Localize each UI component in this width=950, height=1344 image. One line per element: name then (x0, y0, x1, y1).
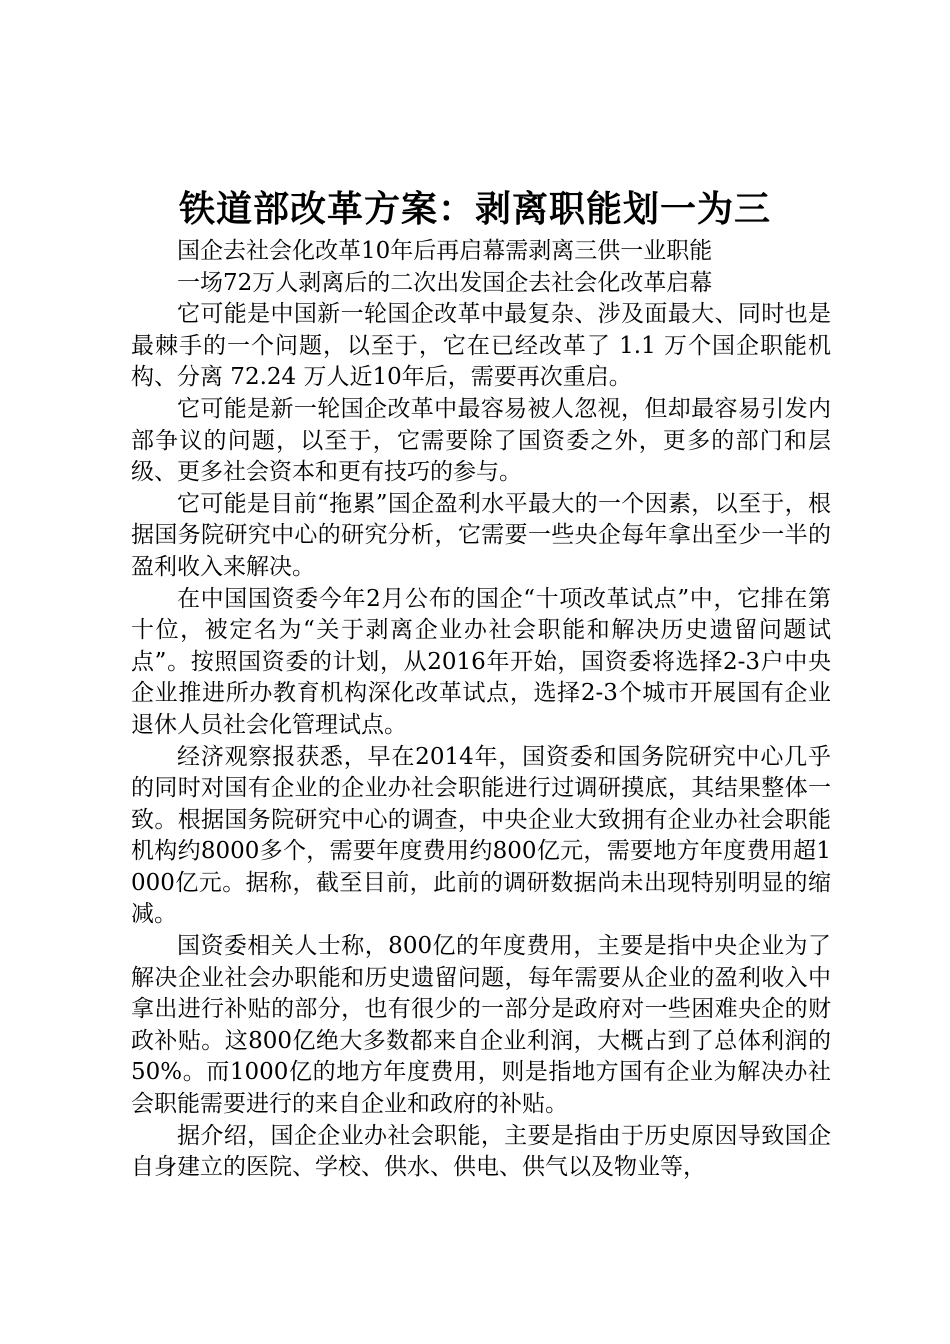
paragraph: 它可能是中国新一轮国企改革中最复杂、涉及面最大、同时也是最棘手的一个问题，以至于，它在已经改革了 1.1 万个国企职能机构、分离 72.24 万人近10年后，需要再次重启。 (131, 301, 831, 391)
paragraph: 据介绍，国企企业办社会职能，主要是指由于历史原因导致国企自身建立的医院、学校、供水、供电、供气以及物业等， (131, 1122, 831, 1181)
paragraph: 它可能是新一轮国企改革中最容易被人忽视，但却最容易引发内部争议的问题，以至于，它需要除了国资委之外，更多的部门和层级、更多社会资本和更有技巧的参与。 (131, 395, 831, 486)
document-title: 铁道部改革方案：剥离职能划一为三 (178, 188, 771, 230)
document-body (131, 236, 831, 1184)
paragraph: 它可能是目前“拖累”国企盈利水平最大的一个因素，以至于，根据国务院研究中心的研究分析，它需要一些央企每年拿出至少一半的盈利收入来解决。 (131, 490, 831, 580)
paragraph: 一场72万人剥离后的二次出发国企去社会化改革启幕 (177, 269, 713, 296)
paragraph: 国资委相关人士称，800亿的年度费用，主要是指中央企业为了解决企业社会办职能和历史遗留问题，每年需要从企业的盈利收入中拿出进行补贴的部分，也有很少的一部分是政府对一些困难央企的财政补贴。这800亿绝大多数都来自企业利润，大概占到了总体利润的50%。而1000亿的地方年度费用，则是指地方国有企业为解决办社会职能需要进行的来自企业和政府的补贴。 (131, 933, 831, 1118)
paragraph: 经济观察报获悉，早在2014年，国资委和国务院研究中心几乎的同时对国有企业的企业办社会职能进行过调研摸底，其结果整体一致。根据国务院研究中心的调查，中央企业大致拥有企业办社会职能机构约8000多个，需要年度费用约800亿元，需要地方年度费用超1000亿元。据称，截至目前，此前的调研数据尚未出现特别明显的缩减。 (131, 743, 831, 928)
paragraph: 在中国国资委今年2月公布的国企“十项改革试点”中，它排在第十位，被定名为“关于剥离企业办社会职能和解决历史遗留问题试点”。按照国资委的计划，从2016年开始，国资委将选择2-3户中央企业推进所办教育机构深化改革试点，选择2-3个城市开展国有企业退休人员社会化管理试点。 (131, 585, 831, 738)
paragraph: 国企去社会化改革10年后再启幕需剥离三供一业职能 (177, 238, 713, 264)
